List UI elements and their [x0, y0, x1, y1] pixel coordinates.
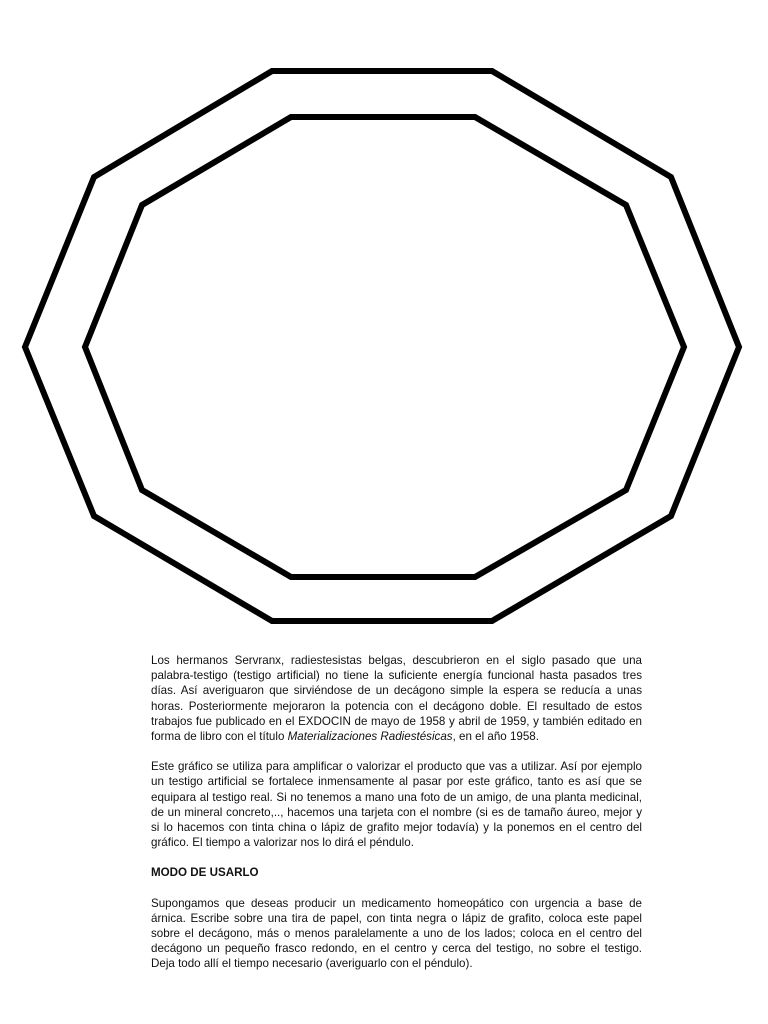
- paragraph-servranx: [151, 653, 642, 744]
- book-title: Materializaciones Radiestésicas: [287, 730, 453, 744]
- paragraph-usage: Este gráfico se utiliza para amplificar o valorizar el producto que vas a utilizar. Así por ejemplo un testigo artificial se fortalece inmensamente al pasar por este gráfico, tanto es así que se equipara al testigo real. Si no tenemos a mano una foto de un amigo, de una planta medicinal, de un mineral concreto,.., hacemos una tarjeta con el nombre (si es de tamaño áureo, mejor y si lo hacemos con tinta china o lápiz de grafito mejor todavía) y la ponemos en el centro del gráfico. El tiempo a valorizar nos lo dirá el péndulo.: [151, 760, 642, 850]
- inner-decagon: [85, 117, 684, 577]
- article-text: [151, 653, 642, 987]
- outer-decagon: [25, 71, 739, 621]
- section-heading: MODO DE USARLO: [151, 866, 259, 880]
- paragraph-instructions: Supongamos que deseas producir un medicamento homeopático con urgencia a base de árnica. Escribe sobre una tira de papel, con tinta negra o lápiz de grafito, coloca este papel sobre el decágono, más o menos paralelamente a uno de los lados; coloca en el centro del decágono un pequeño frasco redondo, en el centro y cerca del testigo, no sobre el testigo. Deja todo allí el tiempo necesario (averiguarlo con el péndulo).: [151, 896, 642, 971]
- paragraph-1-text: Los hermanos Servranx, radiestesistas belgas, descubrieron en el siglo pasado que una palabra-testigo (testigo artificial) no tiene la suficiente energía funcional hasta pasados tres días. Así averiguaron que sirviéndose de un decágono simple la espera se reducía a unas horas. Posteriormente mejoraron la potencia con el decágono doble. El resultado de estos trabajos fue publicado en el EXDOCIN de mayo de 1958 y abril de 1959, y también editado en forma de libro con el título: [151, 654, 642, 744]
- paragraph-1-end: , en el año 1958.: [452, 730, 539, 744]
